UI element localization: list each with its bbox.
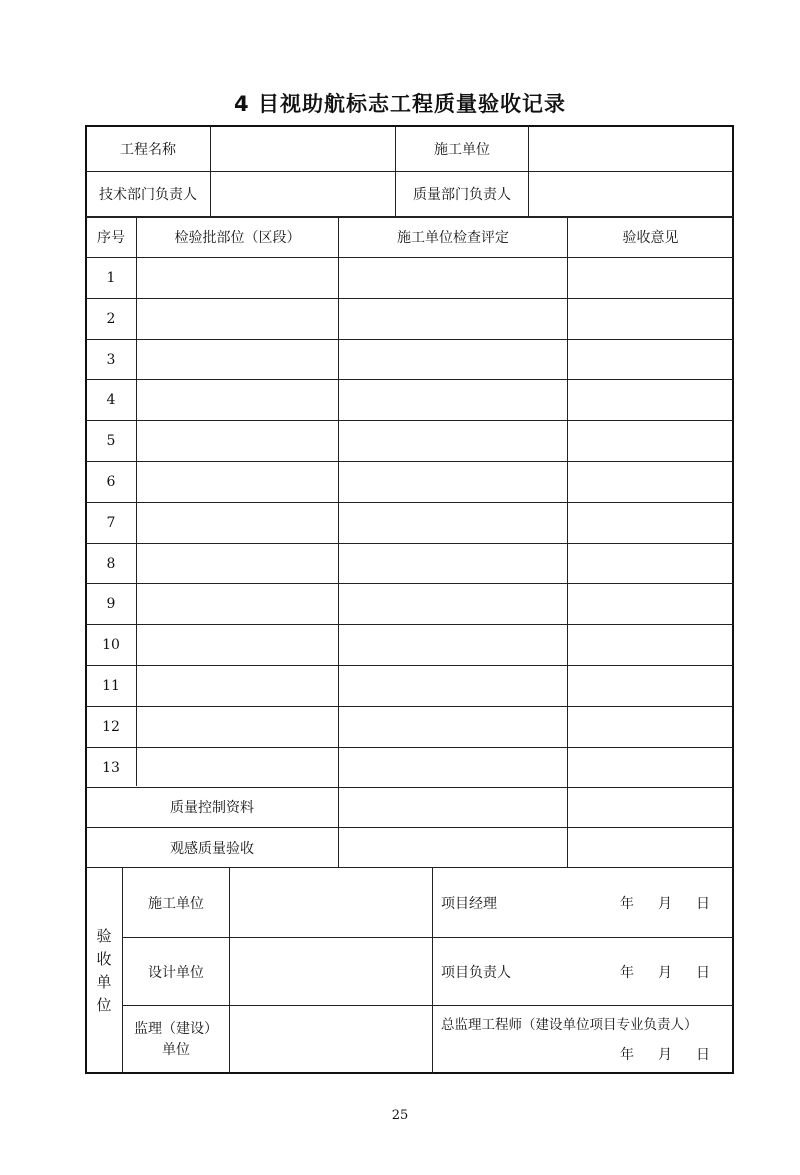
row-number: 4 (106, 392, 116, 408)
opinion-cell[interactable] (568, 258, 733, 298)
chief-supervisor-label: 总监理工程师（建设单位项目专业负责人） (441, 1017, 698, 1033)
appearance-inspection-label: 观感质量验收 (170, 840, 254, 857)
supervision-unit-label: 监理（建设） 单位 (134, 1020, 218, 1058)
quality-head-field[interactable] (529, 172, 733, 216)
opinion-cell[interactable] (568, 748, 733, 787)
tech-head-field[interactable] (211, 172, 395, 216)
column-header-seq: 序号 (97, 230, 125, 246)
location-cell[interactable] (137, 258, 338, 298)
project-name-label: 工程名称 (120, 142, 176, 158)
row-number: 3 (106, 351, 116, 368)
opinion-cell[interactable] (568, 584, 733, 624)
location-cell[interactable] (137, 625, 338, 665)
construction-unit-field[interactable] (529, 127, 733, 171)
project-head-date[interactable]: 年 月 日 (620, 964, 710, 981)
self-check-cell[interactable] (339, 707, 567, 747)
opinion-cell[interactable] (568, 544, 733, 583)
acceptance-construction-unit-field[interactable] (230, 868, 432, 937)
self-check-cell[interactable] (339, 340, 567, 379)
row-number: 9 (106, 596, 116, 612)
row-number: 1 (106, 270, 116, 286)
opinion-cell[interactable] (568, 462, 733, 502)
location-cell[interactable] (137, 584, 338, 624)
project-head-label: 项目负责人 (441, 964, 511, 981)
self-check-cell[interactable] (339, 380, 567, 420)
location-cell[interactable] (137, 707, 338, 747)
location-cell[interactable] (137, 544, 338, 583)
acceptance-construction-unit-label: 施工单位 (148, 895, 204, 912)
opinion-cell[interactable] (568, 707, 733, 747)
self-check-cell[interactable] (339, 421, 567, 461)
self-check-cell[interactable] (339, 584, 567, 624)
column-header-opinion: 验收意见 (622, 230, 679, 246)
construction-unit-label: 施工单位 (434, 142, 490, 158)
self-check-cell[interactable] (339, 544, 567, 583)
row-number: 8 (106, 555, 116, 572)
row-number: 7 (106, 515, 116, 531)
self-check-cell[interactable] (339, 625, 567, 665)
opinion-cell[interactable] (568, 299, 733, 339)
design-unit-field[interactable] (230, 938, 432, 1005)
project-manager-date[interactable]: 年 月 日 (620, 895, 710, 912)
location-cell[interactable] (137, 503, 338, 543)
row-number: 12 (102, 719, 120, 735)
chief-supervisor-date[interactable]: 年 月 日 (620, 1047, 710, 1063)
acceptance-units-label: 验 收 单 位 (96, 926, 112, 1014)
project-manager-label: 项目经理 (441, 895, 497, 912)
self-check-cell[interactable] (339, 748, 567, 787)
column-header-self-check: 施工单位检查评定 (397, 230, 509, 246)
location-cell[interactable] (137, 748, 338, 787)
row-number: 5 (106, 433, 116, 449)
self-check-cell[interactable] (339, 462, 567, 502)
quality-control-docs-label: 质量控制资料 (170, 800, 254, 816)
row-number: 6 (106, 474, 116, 490)
opinion-cell[interactable] (568, 421, 733, 461)
location-cell[interactable] (137, 421, 338, 461)
design-unit-label: 设计单位 (148, 964, 204, 981)
page-title: 4 目视助航标志工程质量验收记录 (234, 92, 566, 116)
row-number: 10 (102, 637, 120, 653)
opinion-cell[interactable] (568, 625, 733, 665)
row-number: 13 (102, 759, 120, 776)
opinion-cell[interactable] (568, 666, 733, 706)
tech-head-label: 技术部门负责人 (99, 187, 197, 203)
row-number: 2 (106, 311, 116, 327)
project-name-field[interactable] (211, 127, 395, 171)
column-header-location: 检验批部位（区段） (174, 230, 301, 246)
quality-head-label: 质量部门负责人 (413, 187, 511, 203)
location-cell[interactable] (137, 462, 338, 502)
supervision-unit-field[interactable] (230, 1006, 432, 1073)
opinion-cell[interactable] (568, 340, 733, 379)
location-cell[interactable] (137, 380, 338, 420)
self-check-cell[interactable] (339, 503, 567, 543)
opinion-cell[interactable] (568, 503, 733, 543)
location-cell[interactable] (137, 666, 338, 706)
opinion-cell[interactable] (568, 380, 733, 420)
self-check-cell[interactable] (339, 258, 567, 298)
location-cell[interactable] (137, 340, 338, 379)
location-cell[interactable] (137, 299, 338, 339)
self-check-cell[interactable] (339, 299, 567, 339)
self-check-cell[interactable] (339, 666, 567, 706)
page-number: 25 (391, 1108, 409, 1123)
row-number: 11 (102, 678, 120, 694)
